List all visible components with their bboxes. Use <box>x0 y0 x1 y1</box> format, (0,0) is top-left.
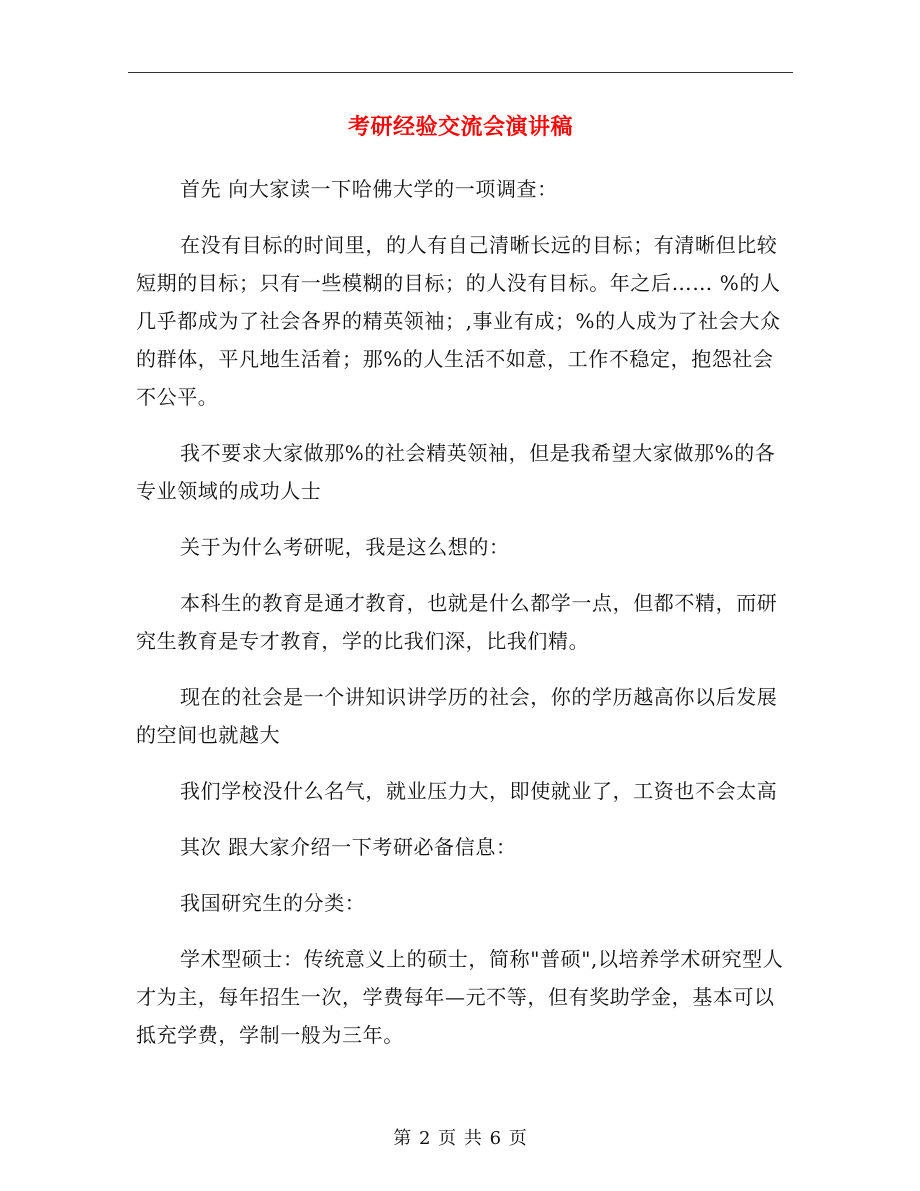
paragraph-7: 我们学校没什么名气，就业压力大，即使就业了，工资也不会太高 <box>180 779 778 803</box>
document-body <box>136 170 786 1072</box>
paragraph-6: 现在的社会是一个讲知识讲学历的社会，你的学历越高你以后发展的空间也就越大 <box>136 685 778 747</box>
header-rule <box>128 72 793 73</box>
paragraph-8: 其次 跟大家介绍一下考研必备信息： <box>180 835 517 859</box>
paragraph-4: 关于为什么考研呢，我是这么想的： <box>180 535 510 559</box>
paragraph-9: 我国研究生的分类： <box>180 891 366 915</box>
document-title: 考研经验交流会演讲稿 <box>347 114 573 140</box>
paragraph-5: 本科生的教育是通才教育，也就是什么都学一点，但都不精，而研究生教育是专才教育，学的比我们深，比我们精。 <box>136 591 778 653</box>
paragraph-1: 首先 向大家读一下哈佛大学的一项调查： <box>180 177 558 201</box>
page-footer: 第 2 页 共 6 页 <box>393 1128 528 1149</box>
paragraph-10: 学术型硕士：传统意义上的硕士，简称"普硕",以培养学术研究型人才为主，每年招生一次，学费每年—元不等，但有奖助学金，基本可以抵充学费，学制一般为三年。 <box>136 947 784 1047</box>
paragraph-2: 在没有目标的时间里，的人有自己清晰长远的目标；有清晰但比较短期的目标；只有一些模糊的目标；的人没有目标。年之后…… %的人几乎都成为了社会各界的精英领袖；,事业有成；%的人成为了社会大众的群体，平凡地生活着；那%的人生活不如意，工作不稳定，抱怨社会不公平。 <box>136 233 781 409</box>
paragraph-3: 我不要求大家做那%的社会精英领袖，但是我希望大家做那%的各专业领域的成功人士 <box>136 441 776 503</box>
